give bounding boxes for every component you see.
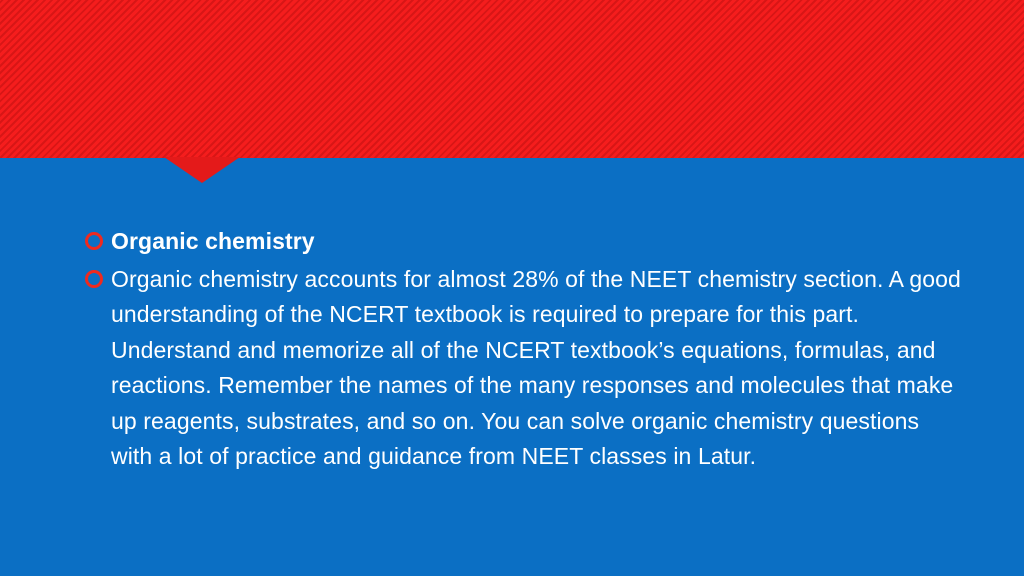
ring-bullet-icon <box>85 232 103 250</box>
bullet-item-body <box>84 262 964 475</box>
section-body-text: Organic chemistry accounts for almost 28% of the NEET chemistry section. A good understanding of the NCERT textbook is required to prepare for this part. Understand and memorize all of the NCERT textbook’s equations, formulas, and reactions. Remember the names of the many responses and molecules that make up reagents, substrates, and so on. You can solve organic chemistry questions with a lot of practice and guidance from NEET classes in Latur. <box>111 265 961 469</box>
slide-content <box>84 224 964 475</box>
header-notch <box>164 157 240 183</box>
header-band <box>0 0 1024 158</box>
section-heading: Organic chemistry <box>111 228 315 254</box>
ring-bullet-icon <box>85 270 103 288</box>
bullet-item-heading <box>84 224 964 260</box>
